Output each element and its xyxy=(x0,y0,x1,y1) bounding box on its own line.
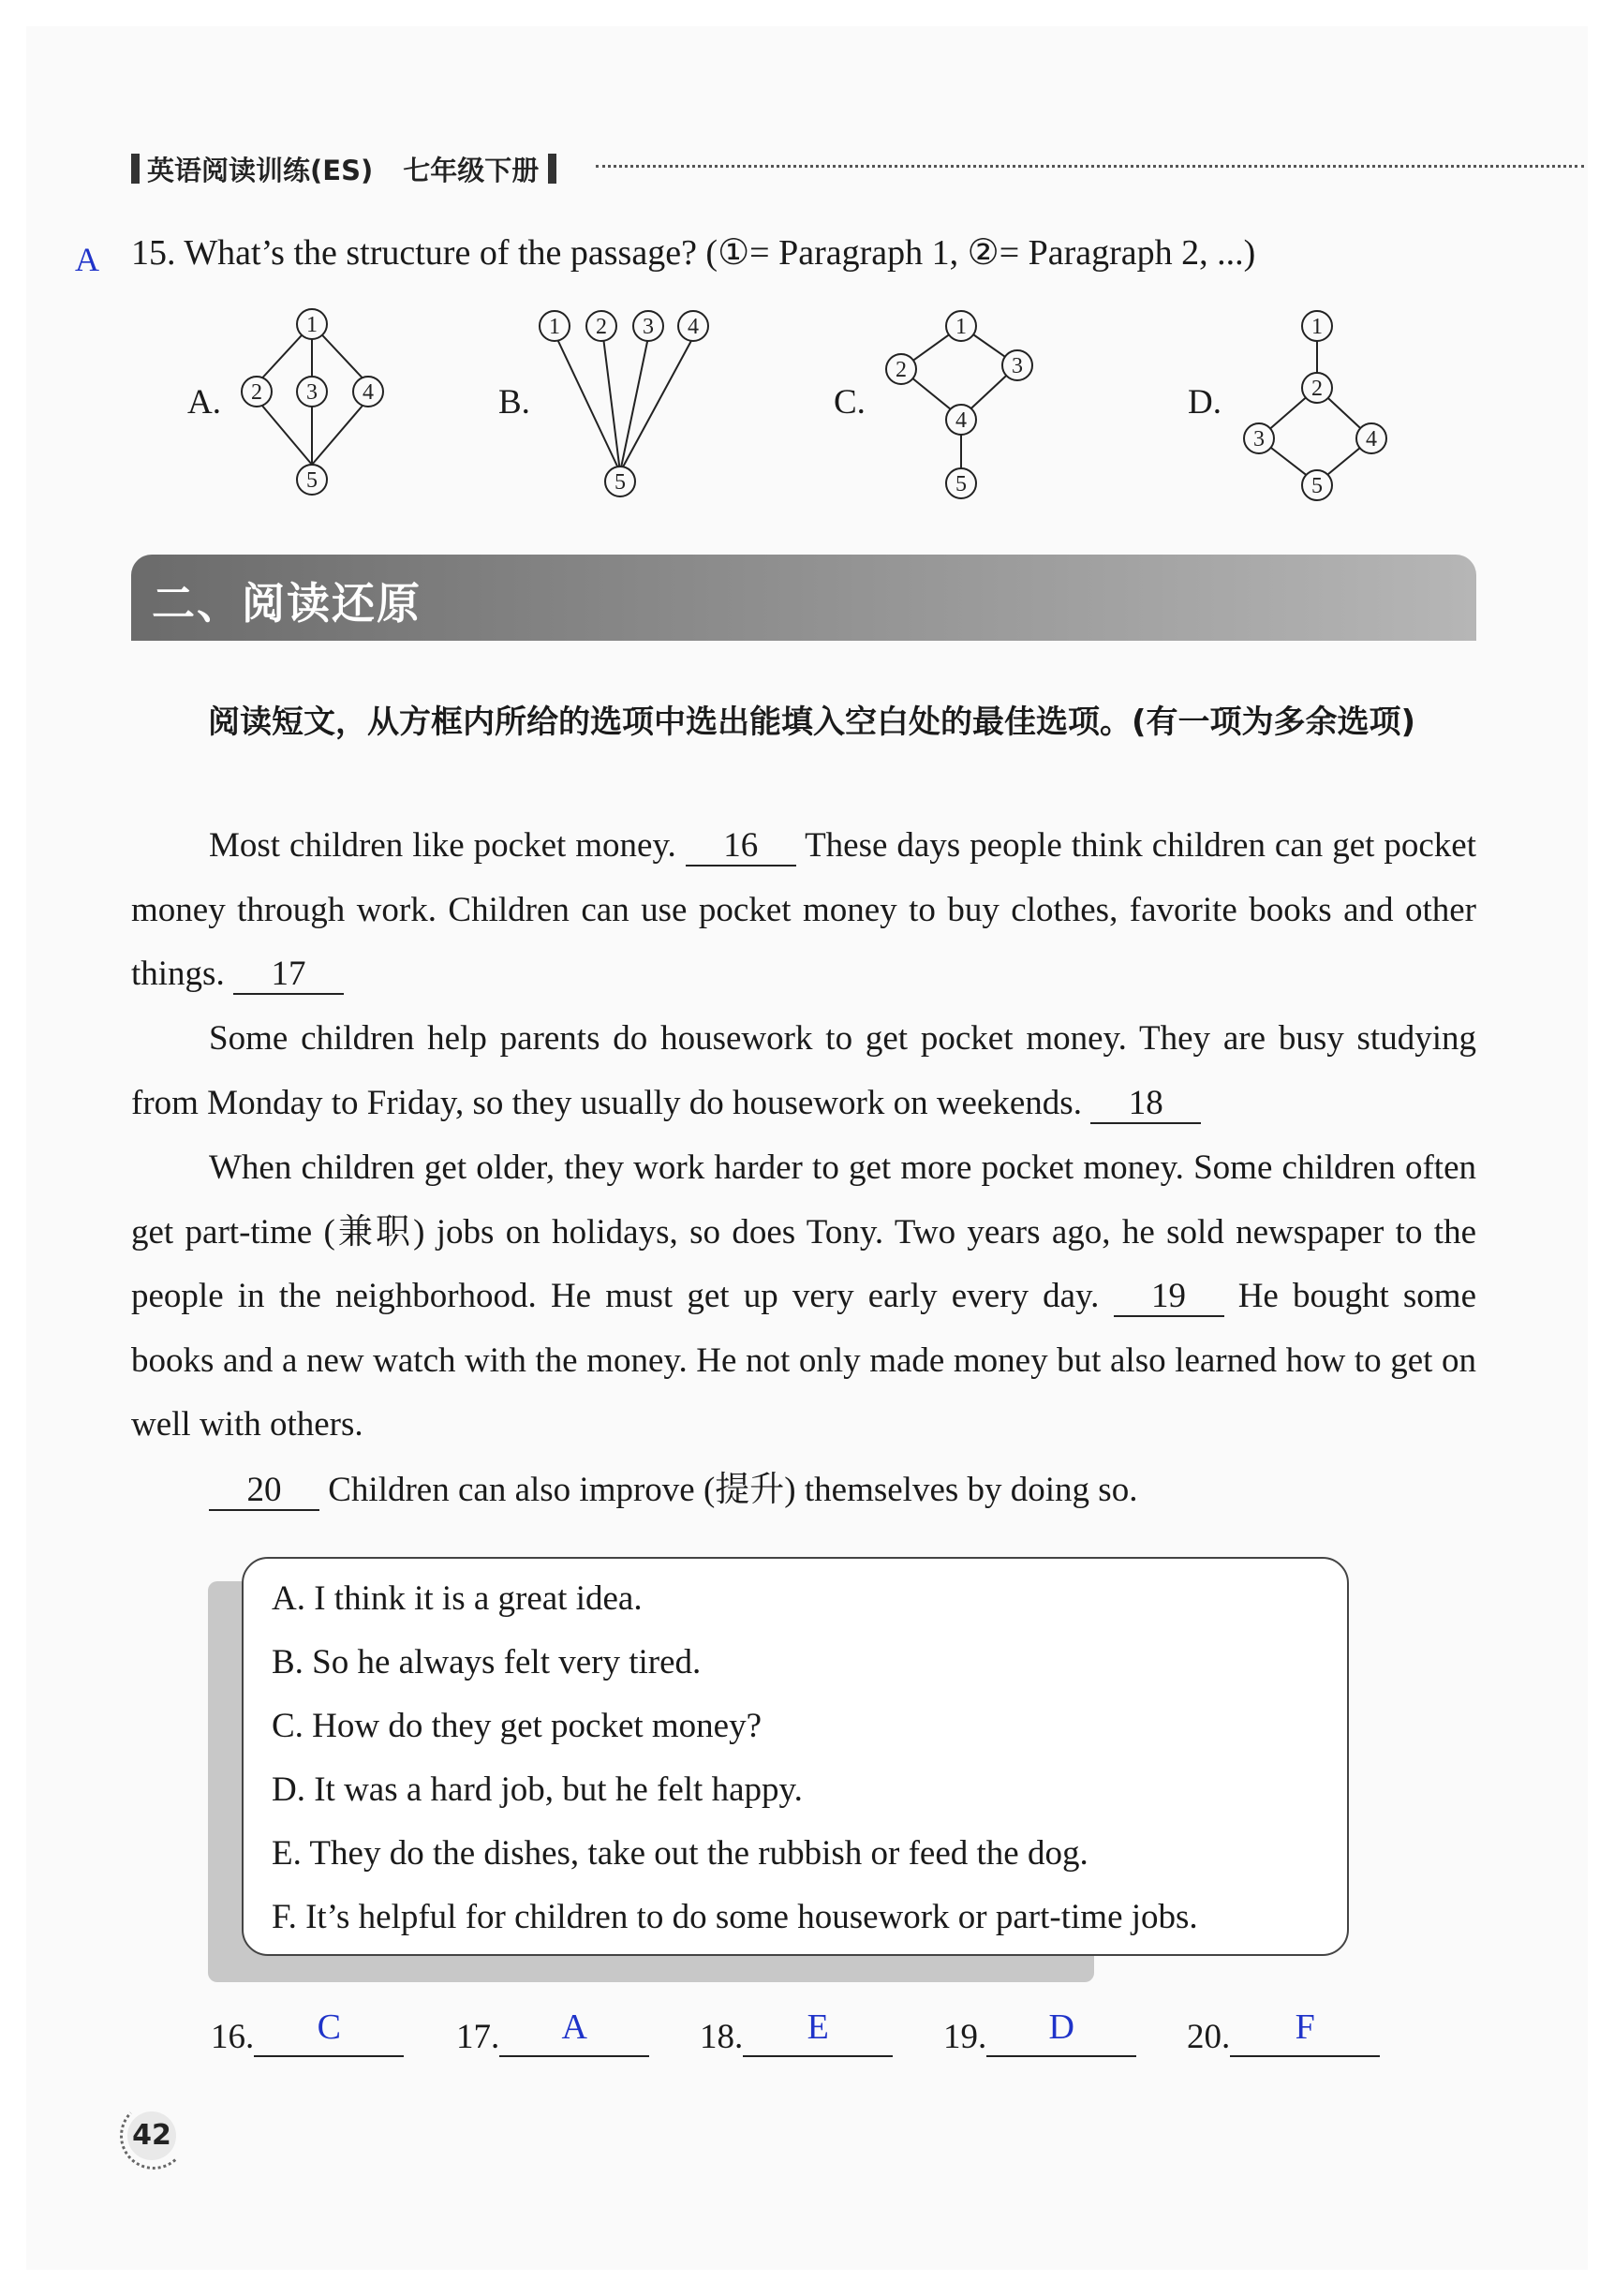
answer-value: A xyxy=(561,2007,587,2047)
blank-20: 20 xyxy=(209,1472,319,1511)
svg-text:4: 4 xyxy=(1366,427,1377,452)
option-b: B. So he always felt very tired. xyxy=(272,1643,702,1681)
answer-16 xyxy=(211,2007,404,2057)
svg-text:5: 5 xyxy=(955,472,967,496)
svg-text:5: 5 xyxy=(615,470,626,495)
passage-paragraph-2 xyxy=(131,1007,1476,1135)
svg-text:2: 2 xyxy=(251,380,262,405)
answer-line xyxy=(1230,2007,1380,2057)
option-c: C. How do they get pocket money? xyxy=(272,1707,763,1745)
svg-text:1: 1 xyxy=(306,313,318,337)
answer-line xyxy=(499,2007,649,2057)
svg-text:1: 1 xyxy=(955,315,967,339)
answer-number: 17. xyxy=(456,2018,500,2056)
header-dotted-rule xyxy=(596,165,1584,168)
passage-text: He bought some books and a new watch with the money. He not only made money but also learned how to get on well with others. xyxy=(131,1277,1477,1444)
option-d: D. It was a hard job, but he felt happy. xyxy=(272,1770,803,1809)
svg-text:4: 4 xyxy=(688,315,699,339)
blank-18: 18 xyxy=(1090,1085,1201,1124)
blank-17: 17 xyxy=(233,955,344,995)
answer-line xyxy=(254,2007,404,2057)
svg-text:4: 4 xyxy=(363,380,374,405)
answer-18 xyxy=(700,2007,893,2057)
diagram-c-graph xyxy=(834,298,1059,513)
header-bar-left xyxy=(131,154,140,184)
section-instruction: 阅读短文，从方框内所给的选项中选出能填入空白处的最佳选项。(有一项为多余选项) xyxy=(208,704,1416,741)
grade-label: 七年级下册 xyxy=(403,154,540,186)
answer-line xyxy=(986,2007,1136,2057)
svg-text:1: 1 xyxy=(549,315,560,339)
svg-text:5: 5 xyxy=(306,468,318,493)
passage-paragraph-4 xyxy=(131,1459,1476,1523)
svg-text:3: 3 xyxy=(1253,427,1265,452)
answer-number: 18. xyxy=(700,2018,744,2056)
diagram-b-graph xyxy=(498,298,723,513)
section-title: 二、阅读还原 xyxy=(152,578,422,629)
answer-value: D xyxy=(1048,2007,1074,2047)
answer-value: E xyxy=(807,2007,829,2047)
answer-value: F xyxy=(1295,2007,1315,2047)
passage-text: These days people think children can get pocket money through work. Children can use pocket money to buy clothes, favorite books and other things. xyxy=(131,826,1477,993)
running-header xyxy=(131,150,556,187)
svg-text:2: 2 xyxy=(596,315,607,339)
svg-text:4: 4 xyxy=(955,408,967,433)
passage-text: Children can also improve (提升) themselves by doing so. xyxy=(328,1471,1138,1509)
svg-text:2: 2 xyxy=(896,358,907,382)
option-label: D. xyxy=(1188,383,1222,422)
option-label: C. xyxy=(834,383,866,422)
svg-text:1: 1 xyxy=(1311,315,1323,339)
option-label: A. xyxy=(187,383,221,422)
q15-question: 15. What’s the structure of the passage? (①= Paragraph 1, ②= Paragraph 2, ...) xyxy=(131,233,1256,273)
option-e: E. They do the dishes, take out the rubbish or feed the dog. xyxy=(272,1834,1088,1873)
answer-number: 19. xyxy=(943,2018,987,2056)
passage-text: Some children help parents do housework to get pocket money. They are busy studying from Monday to Friday, so they usually do housework on weekends. xyxy=(131,1019,1476,1122)
answer-20 xyxy=(1187,2007,1380,2057)
answer-17 xyxy=(456,2007,649,2057)
diagram-d-graph xyxy=(1188,298,1413,513)
answer-number: 20. xyxy=(1187,2018,1231,2056)
book-title: 英语阅读训练(ES) xyxy=(147,154,374,186)
passage-text: When children get older, they work harder to get more pocket money. Some children often get part-time (兼职) jobs on holidays, so does Tony. Two years ago, he sold newspaper to the people in the neighborhood. He must get up very early every day. xyxy=(131,1148,1476,1315)
option-a: A. I think it is a great idea. xyxy=(272,1579,643,1618)
option-f: F. It’s helpful for children to do some housework or part-time jobs. xyxy=(272,1898,1198,1936)
q15-answer-mark: A xyxy=(75,241,99,278)
svg-text:2: 2 xyxy=(1311,377,1323,401)
section-banner xyxy=(131,555,1476,641)
passage-text: Most children like pocket money. xyxy=(209,826,676,865)
blank-19: 19 xyxy=(1114,1278,1224,1317)
passage-paragraph-3 xyxy=(131,1136,1476,1458)
answer-19 xyxy=(943,2007,1136,2057)
svg-text:5: 5 xyxy=(1311,474,1323,498)
svg-text:3: 3 xyxy=(643,315,654,339)
answer-value: C xyxy=(317,2007,341,2047)
blank-16: 16 xyxy=(686,827,796,867)
header-bar-right xyxy=(548,154,556,184)
diagram-a-graph xyxy=(187,298,412,513)
answer-number: 16. xyxy=(211,2018,255,2056)
page-number: 42 xyxy=(127,2111,176,2160)
svg-text:3: 3 xyxy=(1012,354,1023,378)
passage-paragraph-1 xyxy=(131,814,1476,1007)
svg-text:3: 3 xyxy=(306,380,318,405)
option-label: B. xyxy=(498,383,530,422)
answer-line xyxy=(743,2007,893,2057)
